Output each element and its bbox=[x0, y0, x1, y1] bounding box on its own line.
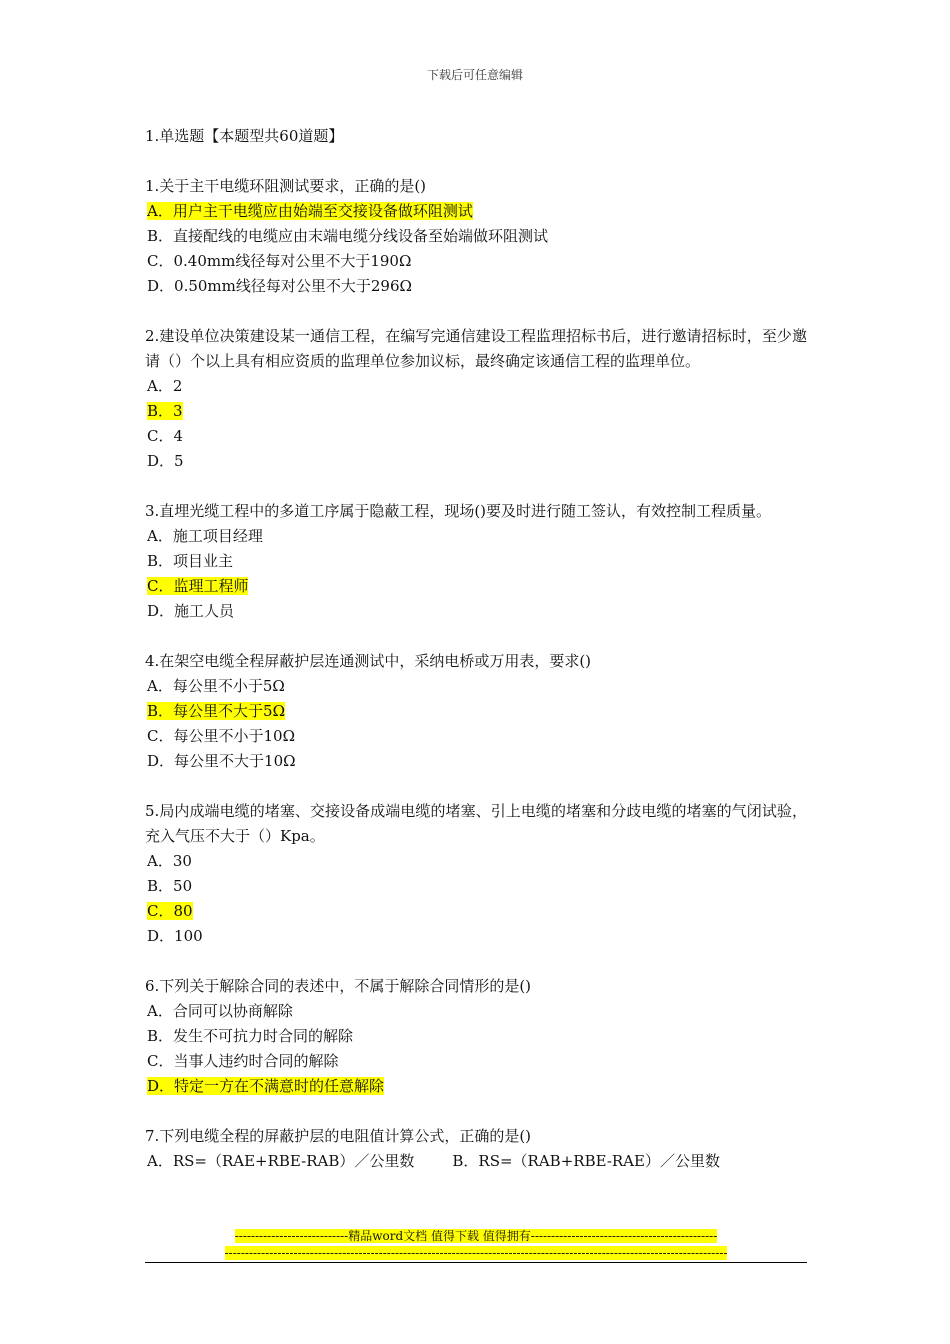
option-text: B．每公里不大于5Ω bbox=[147, 702, 286, 720]
question-5 bbox=[145, 799, 807, 949]
option-a bbox=[145, 999, 807, 1024]
option-d bbox=[145, 1074, 807, 1099]
question-6 bbox=[145, 974, 807, 1099]
option-text: A．2 bbox=[147, 377, 183, 395]
option-text: D．每公里不大于10Ω bbox=[147, 752, 296, 770]
question-text: 7.下列电缆全程的屏蔽护层的电阻值计算公式，正确的是() bbox=[145, 1127, 532, 1145]
option-c bbox=[145, 724, 807, 749]
section-title: 1.单选题【本题型共60道题】 bbox=[145, 127, 344, 145]
question-2 bbox=[145, 324, 807, 474]
question-3 bbox=[145, 499, 807, 624]
option-text: D．100 bbox=[147, 927, 203, 945]
option-c bbox=[145, 1049, 807, 1074]
option-text: C．0.40mm线径每对公里不大于190Ω bbox=[147, 252, 412, 270]
question-text: 4.在架空电缆全程屏蔽护层连通测试中，采纳电桥或万用表，要求() bbox=[145, 652, 592, 670]
option-text: C．监理工程师 bbox=[147, 577, 249, 595]
option-text: A．施工项目经理 bbox=[147, 527, 263, 545]
footer-banner bbox=[145, 1228, 807, 1262]
option-row bbox=[145, 1149, 807, 1174]
question-1 bbox=[145, 174, 807, 299]
option-text: B．3 bbox=[147, 402, 183, 420]
option-text: A．30 bbox=[147, 852, 192, 870]
footer-rule bbox=[145, 1262, 807, 1263]
option-b bbox=[145, 224, 807, 249]
option-b bbox=[145, 399, 807, 424]
question-list bbox=[145, 174, 807, 1099]
footer-line-1: ----------------------------精品word文档 值得下载 值得拥有---------------------------------------------- bbox=[234, 1229, 718, 1243]
option-d bbox=[145, 599, 807, 624]
question-text: 1.关于主干电缆环阻测试要求，正确的是() bbox=[145, 177, 427, 195]
option-a bbox=[145, 199, 807, 224]
option-b bbox=[145, 699, 807, 724]
page-header: 下载后可任意编辑 bbox=[426, 68, 523, 82]
option-c bbox=[145, 574, 807, 599]
option-d bbox=[145, 274, 807, 299]
option-text: B．50 bbox=[147, 877, 193, 895]
option-text: C．当事人违约时合同的解除 bbox=[147, 1052, 339, 1070]
option-text: B．发生不可抗力时合同的解除 bbox=[147, 1027, 354, 1045]
option-b: B．RS=（RAB+RBE-RAE）／公里数 bbox=[452, 1152, 720, 1170]
option-c bbox=[145, 249, 807, 274]
option-text: D．特定一方在不满意时的任意解除 bbox=[147, 1077, 385, 1095]
option-text: D．施工人员 bbox=[147, 602, 235, 620]
option-d bbox=[145, 924, 807, 949]
option-text: C．每公里不小于10Ω bbox=[147, 727, 296, 745]
option-text: D．5 bbox=[147, 452, 184, 470]
option-b bbox=[145, 874, 807, 899]
option-c bbox=[145, 899, 807, 924]
question-text: 6.下列关于解除合同的表述中，不属于解除合同情形的是() bbox=[145, 977, 532, 995]
option-a bbox=[145, 674, 807, 699]
option-a: A．RS=（RAE+RBE-RAB）／公里数 bbox=[147, 1152, 415, 1170]
option-text: C．80 bbox=[147, 902, 193, 920]
question-4 bbox=[145, 649, 807, 774]
footer-line-2: ---------------------------------------------------------------------------------------------------------------------------- bbox=[224, 1246, 728, 1260]
option-b bbox=[145, 549, 807, 574]
question-text: 2.建设单位决策建设某一通信工程，在编写完通信建设工程监理招标书后，进行邀请招标时，至少邀请（）个以上具有相应资质的监理单位参加议标，最终确定该通信工程的监理单位。 bbox=[145, 327, 807, 370]
option-text: B．直接配线的电缆应由末端电缆分线设备至始端做环阻测试 bbox=[147, 227, 549, 245]
option-b bbox=[145, 1024, 807, 1049]
option-text: C．4 bbox=[147, 427, 184, 445]
option-text: D．0.50mm线径每对公里不大于296Ω bbox=[147, 277, 412, 295]
question-text: 3.直埋光缆工程中的多道工序属于隐蔽工程，现场()要及时进行随工签认，有效控制工程质量。 bbox=[145, 502, 772, 520]
question-7 bbox=[145, 1124, 807, 1174]
document-body bbox=[145, 124, 807, 1199]
option-text: A．合同可以协商解除 bbox=[147, 1002, 293, 1020]
option-a bbox=[145, 374, 807, 399]
option-a bbox=[145, 849, 807, 874]
option-a bbox=[145, 524, 807, 549]
option-text: A．每公里不小于5Ω bbox=[147, 677, 285, 695]
option-d bbox=[145, 749, 807, 774]
question-text: 5.局内成端电缆的堵塞、交接设备成端电缆的堵塞、引上电缆的堵塞和分歧电缆的堵塞的气闭试验，充入气压不大于（）Kpa。 bbox=[145, 802, 807, 845]
option-text: B．项目业主 bbox=[147, 552, 234, 570]
option-c bbox=[145, 424, 807, 449]
option-text: A．用户主干电缆应由始端至交接设备做环阻测试 bbox=[147, 202, 473, 220]
option-d bbox=[145, 449, 807, 474]
